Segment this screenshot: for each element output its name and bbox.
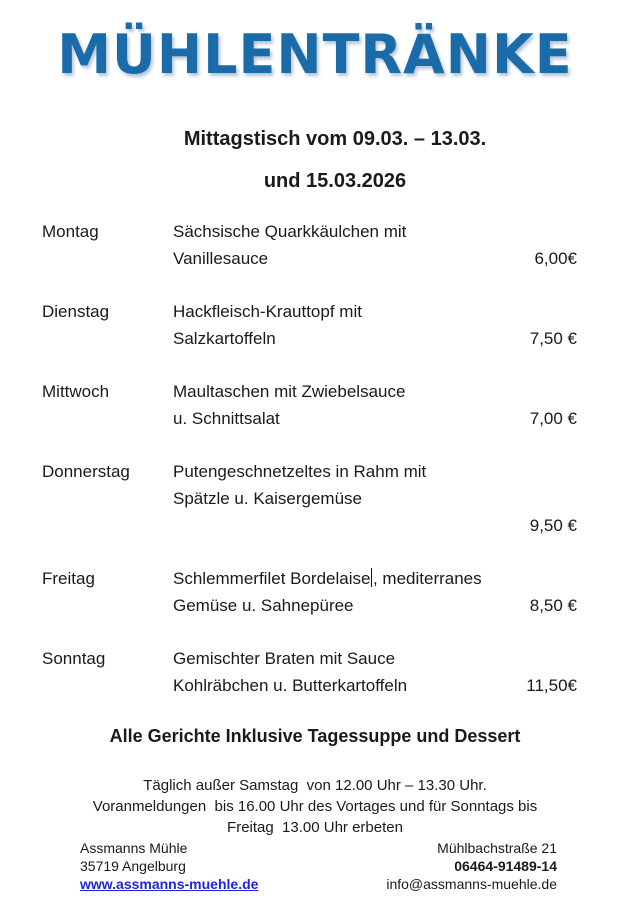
menu-dish bbox=[173, 458, 530, 539]
business-phone: 06464-91489-14 bbox=[454, 858, 557, 874]
menu-price: 11,50€ bbox=[526, 676, 577, 695]
menu-day-label: Sonntag bbox=[42, 649, 106, 668]
menu-dish-line: u. Schnittsalat bbox=[173, 409, 280, 428]
subtitle-date-range: Mittagstisch vom 09.03. – 13.03. bbox=[183, 128, 487, 150]
menu-day-label: Dienstag bbox=[42, 302, 110, 321]
menu-document bbox=[0, 14, 630, 913]
website-link[interactable]: www.assmanns-muehle.de bbox=[80, 876, 259, 892]
menu-row bbox=[42, 565, 577, 619]
menu-dish bbox=[173, 218, 534, 272]
menu-price: 7,50 € bbox=[529, 329, 577, 348]
menu-dish-line: Schlemmerfilet Bordelaise , mediterranes bbox=[173, 569, 482, 588]
footer-address-left bbox=[80, 839, 258, 893]
menu-dish bbox=[173, 298, 530, 352]
opening-info bbox=[0, 775, 630, 838]
menu-dish-line: Kohlräbchen u. Butterkartoffeln bbox=[173, 676, 408, 695]
menu-day-label: Donnerstag bbox=[42, 462, 130, 481]
menu-dish-line: Maultaschen mit Zwiebelsauce bbox=[173, 382, 406, 401]
opening-info-line: Voranmeldungen bis 16.00 Uhr des Vortages und für Sonntags bis bbox=[92, 798, 538, 815]
menu-price: 7,00 € bbox=[529, 409, 577, 428]
footer bbox=[0, 839, 630, 893]
menu-price: 9,50 € bbox=[529, 516, 577, 535]
menu-day-label: Montag bbox=[42, 222, 99, 241]
menu-price: 6,00€ bbox=[534, 249, 577, 268]
menu-row bbox=[42, 458, 577, 539]
menu-day-label: Mittwoch bbox=[42, 382, 110, 401]
subtitle-extra-date: und 15.03.2026 bbox=[263, 170, 407, 192]
menu-dish-line: Putengeschnetzeltes in Rahm mit bbox=[173, 462, 427, 481]
menu-row bbox=[42, 298, 577, 352]
menu-dish bbox=[173, 565, 530, 619]
menu-dish-line: Sächsische Quarkkäulchen mit bbox=[173, 222, 407, 241]
menu-row bbox=[42, 218, 577, 272]
note-line: Alle Gerichte Inklusive Tagessuppe und Dessert bbox=[109, 726, 521, 746]
menu-dish-line: Gemüse u. Sahnepüree bbox=[173, 596, 354, 615]
menu-row bbox=[42, 645, 577, 699]
menu-dish bbox=[173, 378, 530, 432]
menu-table bbox=[0, 218, 630, 699]
menu-dish-line: Gemischter Braten mit Sauce bbox=[173, 649, 396, 668]
business-email: info@assmanns-muehle.de bbox=[386, 876, 557, 892]
menu-price: 8,50 € bbox=[529, 596, 577, 615]
page-title: MÜHLENTRÄNKE bbox=[57, 23, 573, 86]
menu-row bbox=[42, 378, 577, 432]
opening-info-line: Täglich außer Samstag von 12.00 Uhr – 13.30 Uhr. bbox=[143, 777, 487, 794]
menu-dish-line: Spätzle u. Kaisergemüse bbox=[173, 489, 362, 508]
menu-dish-line: Vanillesauce bbox=[173, 249, 269, 268]
menu-dish-line: Salzkartoffeln bbox=[173, 329, 276, 348]
menu-dish bbox=[173, 645, 526, 699]
opening-info-line: Freitag 13.00 Uhr erbeten bbox=[227, 819, 403, 836]
business-street: Mühlbachstraße 21 bbox=[437, 840, 557, 856]
menu-dish-line: Hackfleisch-Krauttopf mit bbox=[173, 302, 362, 321]
business-city: 35719 Angelburg bbox=[80, 858, 186, 874]
menu-day-label: Freitag bbox=[42, 569, 95, 588]
menu-dish-line bbox=[173, 512, 530, 539]
footer-address-right bbox=[386, 839, 557, 893]
business-name: Assmanns Mühle bbox=[80, 840, 188, 856]
